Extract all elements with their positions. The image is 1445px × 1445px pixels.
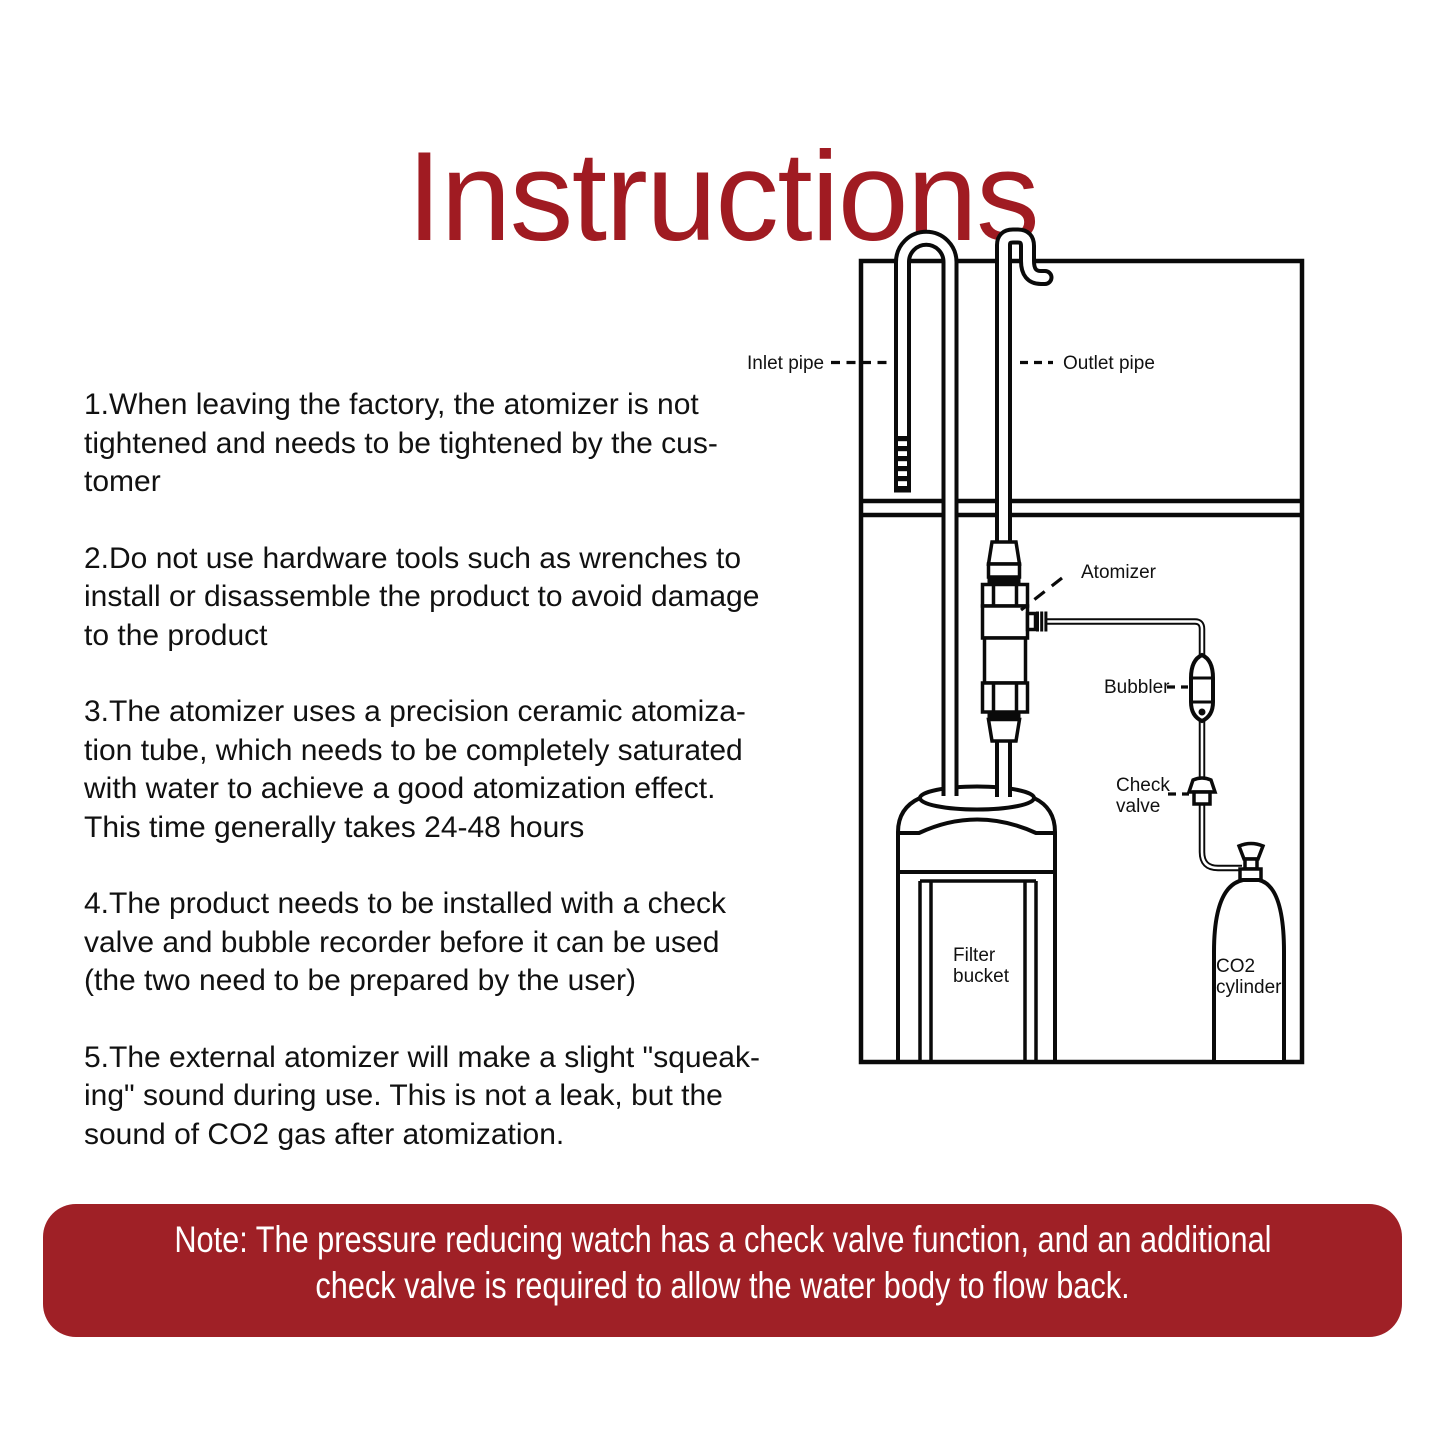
co2-cylinder: [1214, 844, 1284, 1063]
page-title: Instructions: [406, 125, 1039, 268]
note-banner: [43, 1204, 1402, 1337]
bubbler: [1191, 655, 1213, 721]
co2-cylinder-label-line2: cylinder: [1216, 977, 1282, 998]
co2-tubing: [1046, 622, 1242, 869]
co2-cylinder-label-line1: CO2: [1216, 956, 1256, 977]
instruction-line: 4.The product needs to be installed with a check: [84, 887, 727, 920]
instruction-line: 1.When leaving the factory, the atomizer is not: [84, 388, 699, 421]
instruction-line: 2.Do not use hardware tools such as wrenches to: [84, 541, 742, 575]
instruction-line: tomer: [84, 465, 161, 498]
instruction-line: install or disassemble the product to avoid damage: [84, 580, 760, 613]
instruction-line: tightened and needs to be tightened by the cus-: [84, 426, 718, 460]
check-valve-label-line1: Check: [1116, 775, 1170, 796]
outlet-pipe-label: Outlet pipe: [1063, 353, 1155, 374]
atomizer-label: Atomizer: [1081, 562, 1156, 583]
check-valve: [1189, 778, 1215, 804]
filter-bucket: [898, 787, 1055, 1061]
inlet-pipe-label: Inlet pipe: [747, 353, 825, 374]
filter-bucket-label-line1: Filter: [953, 945, 996, 966]
instruction-line: This time generally takes 24-48 hours: [84, 810, 585, 844]
filter-bucket-label-line2: bucket: [953, 966, 1009, 987]
instruction-line: valve and bubble recorder before it can be used: [84, 925, 720, 959]
instruction-line: to the product: [84, 618, 268, 652]
atomizer-device: [983, 542, 1048, 741]
instruction-line: with water to achieve a good atomization effect.: [84, 772, 716, 805]
bubbler-label: Bubbler: [1104, 677, 1170, 698]
instruction-line: 3.The atomizer uses a precision ceramic atomiza-: [84, 695, 746, 728]
note-line: check valve is required to allow the water body to flow back.: [315, 1265, 1130, 1306]
barb-fitting: [1036, 612, 1047, 632]
instruction-line: ing" sound during use. This is not a leak, but the: [84, 1079, 723, 1112]
instruction-line: 5.The external atomizer will make a slight "squeak-: [84, 1040, 760, 1074]
instruction-line: (the two need to be prepared by the user): [84, 964, 637, 997]
instruction-line: sound of CO2 gas after atomization.: [84, 1117, 565, 1151]
instruction-line: tion tube, which needs to be completely saturated: [84, 733, 743, 767]
check-valve-label-line2: valve: [1116, 796, 1161, 817]
note-line: Note: The pressure reducing watch has a check valve function, and an additional: [173, 1219, 1272, 1260]
